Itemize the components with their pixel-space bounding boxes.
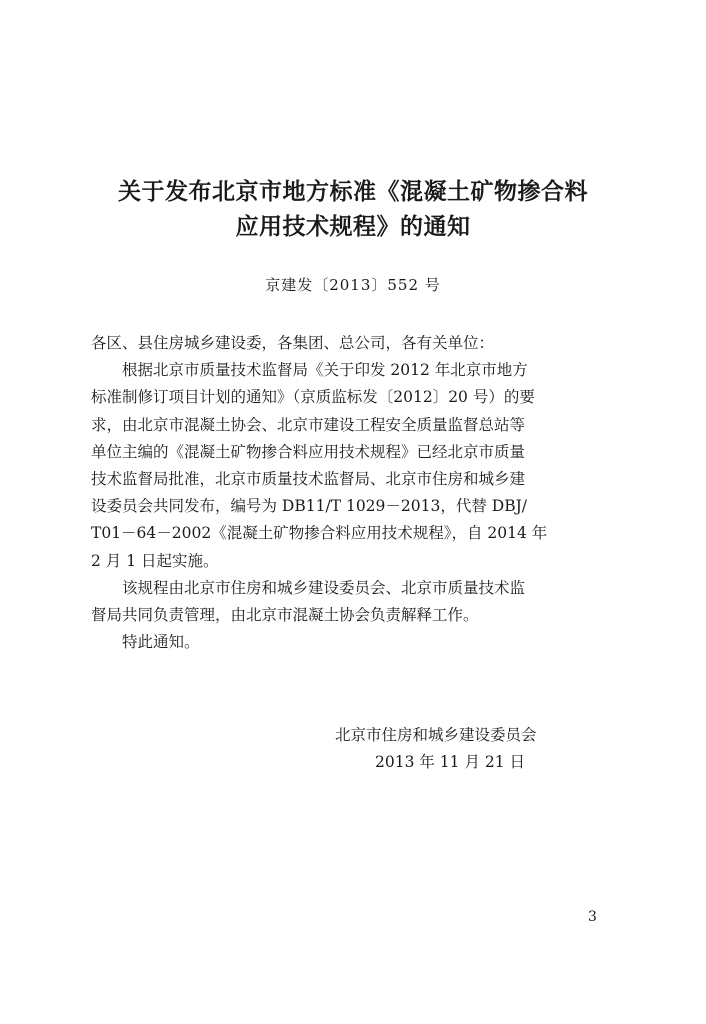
notice-body: [91, 330, 617, 656]
page-number: 3: [588, 909, 597, 925]
paragraph-1-line: T01－64－2002《混凝土矿物掺合料应用技术规程》，自 2014 年: [91, 524, 548, 543]
paragraph-1-line: 求，由北京市混凝土协会、北京市建设工程安全质量监督总站等: [91, 415, 526, 434]
issuing-organization: 北京市住房和城乡建设委员会: [335, 726, 537, 744]
paragraph-2: [91, 575, 617, 629]
closing-paragraph: [91, 629, 617, 656]
paragraph-1-line: 单位主编的《混凝土矿物掺合料应用技术规程》已经北京市质量: [91, 442, 526, 461]
notice-title-line-1: 关于发布北京市地方标准《混凝土矿物掺合料: [118, 179, 588, 205]
notice-title-line-2: 应用技术规程》的通知: [235, 214, 471, 240]
salutation: [91, 330, 617, 357]
issue-date: 2013 年 11 月 21 日: [375, 753, 526, 771]
paragraph-1-line: 技术监督局批准，北京市质量技术监督局、北京市住房和城乡建: [91, 470, 526, 489]
paragraph-1: [91, 357, 617, 575]
salutation-text: 各区、县住房城乡建设委，各集团、总公司，各有关单位：: [91, 334, 495, 352]
paragraph-1-line: 根据北京市质量技术监督局《关于印发 2012 年北京市地方: [122, 361, 528, 380]
closing-text: 特此通知。: [122, 633, 200, 652]
paragraph-1-line: 标准制修订项目计划的通知》（京质监标发〔2012〕20 号）的要: [91, 388, 535, 407]
paragraph-1-line: 设委员会共同发布，编号为 DB11/T 1029－2013，代替 DBJ/: [91, 497, 528, 516]
paragraph-2-line: 督局共同负责管理，由北京市混凝土协会负责解释工作。: [91, 606, 479, 625]
paragraph-2-line: 该规程由北京市住房和城乡建设委员会、北京市质量技术监: [122, 578, 526, 597]
document-number: 京建发〔2013〕552 号: [265, 276, 441, 294]
signature-block: [335, 722, 595, 776]
paragraph-1-line: 2 月 1 日起实施。: [91, 551, 219, 570]
